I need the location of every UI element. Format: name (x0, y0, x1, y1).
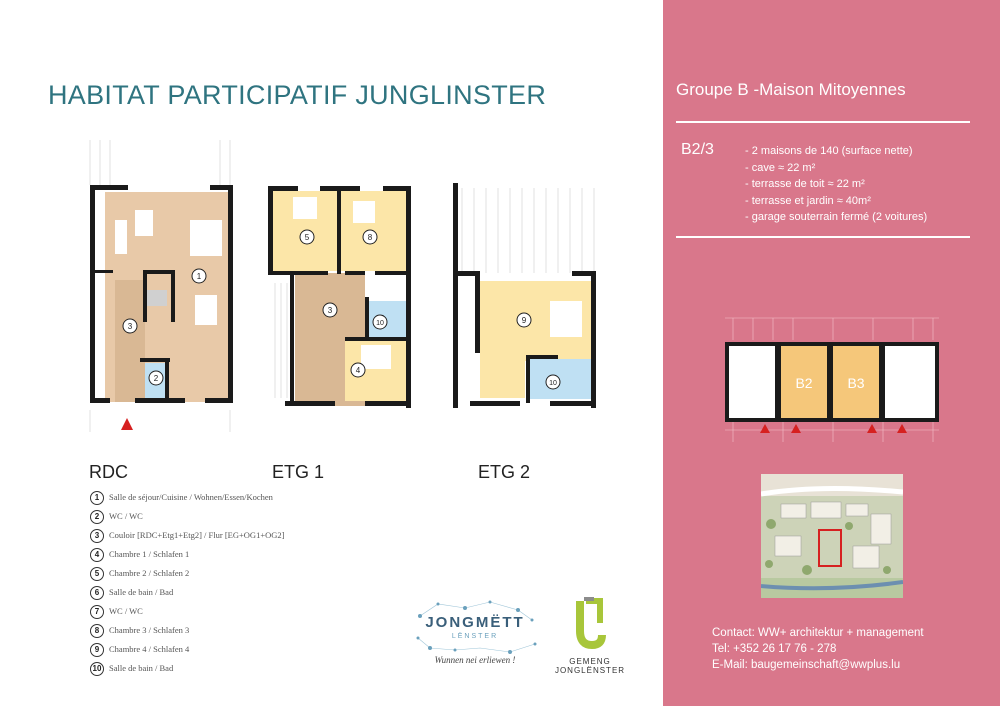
legend-text: Couloir [RDC+Etg1+Etg2] / Flur [EG+OG1+OG2] (109, 530, 285, 540)
legend-number: 6 (90, 586, 104, 600)
spec-item: - garage souterrain fermé (2 voitures) (745, 209, 927, 226)
legend-number: 5 (90, 567, 104, 581)
legend-item (90, 624, 310, 638)
house-code: B2/3 (681, 141, 714, 158)
room-number: 3 (327, 306, 333, 315)
legend-text: Salle de séjour/Cuisine / Wohnen/Essen/Kochen (109, 492, 273, 502)
legend-text: Chambre 1 / Schlafen 1 (109, 549, 190, 559)
legend-text: Salle de bain / Bad (109, 663, 174, 673)
contact-block (712, 625, 924, 673)
legend-text: Chambre 4 / Schlafen 4 (109, 644, 190, 654)
room-number: 4 (355, 366, 361, 375)
room-legend (90, 491, 310, 681)
room-number: 1 (196, 272, 202, 281)
spec-item: - terrasse de toit ≈ 22 m² (745, 176, 927, 193)
floor-plan-rdc (85, 140, 240, 432)
legend-text: Salle de bain / Bad (109, 587, 174, 597)
entrance-marker-icon (760, 424, 770, 433)
room-number: 9 (521, 316, 527, 325)
entrance-marker-icon (121, 418, 133, 430)
unit-label-b3: B3 (847, 375, 865, 391)
contact-phone: Tel: +352 26 17 76 - 278 (712, 643, 837, 655)
legend-item (90, 510, 310, 524)
room-number: 5 (304, 233, 310, 242)
plan-label-rdc: RDC (89, 462, 128, 482)
spec-item: - 2 maisons de 140 (surface nette) (745, 143, 927, 160)
entrance-marker-icon (867, 424, 877, 433)
legend-number: 1 (90, 491, 104, 505)
legend-number: 2 (90, 510, 104, 524)
legend-item (90, 643, 310, 657)
contact-line: Contact: WW+ architektur + management (712, 627, 924, 639)
plan-label-etg1: ETG 1 (272, 462, 325, 482)
gemeng-line1: GEMENG (569, 657, 611, 666)
legend-number: 3 (90, 529, 104, 543)
spec-item: - cave ≈ 22 m² (745, 160, 927, 177)
jongmett-slogan: Wunnen nei erliewen ! (434, 655, 516, 665)
legend-number: 7 (90, 605, 104, 619)
aerial-map-image (761, 474, 903, 598)
legend-item (90, 529, 310, 543)
jongmett-logo (410, 598, 540, 676)
room-number: 10 (376, 320, 384, 327)
legend-text: Chambre 2 / Schlafen 2 (109, 568, 190, 578)
legend-item (90, 567, 310, 581)
gemeng-line2: JONGLËNSTER (554, 666, 626, 675)
legend-text: WC / WC (109, 511, 143, 521)
legend-number: 4 (90, 548, 104, 562)
divider (676, 236, 970, 238)
legend-text: Chambre 3 / Schlafen 3 (109, 625, 190, 635)
jongmett-name: JONGMËTT (425, 614, 525, 631)
floor-plan-etg2 (450, 183, 600, 411)
legend-item (90, 548, 310, 562)
legend-text: WC / WC (109, 606, 143, 616)
unit-label-b2: B2 (795, 375, 813, 391)
divider (676, 121, 970, 123)
jongmett-sub: LËNSTER (451, 633, 499, 640)
legend-item (90, 662, 310, 676)
room-number: 10 (549, 380, 557, 387)
legend-item (90, 605, 310, 619)
legend-number: 8 (90, 624, 104, 638)
entrance-marker-icon (897, 424, 907, 433)
legend-item (90, 586, 310, 600)
gemeng-emblem-icon (550, 595, 630, 655)
aerial-site-map (761, 474, 903, 598)
room-number: 8 (367, 233, 373, 242)
page-title: HABITAT PARTICIPATIF JUNGLINSTER (48, 80, 547, 110)
row-house-site-plan (723, 310, 941, 445)
group-title: Groupe B -Maison Mitoyennes (676, 80, 906, 99)
legend-number: 10 (90, 662, 104, 676)
legend-item (90, 491, 310, 505)
legend-number: 9 (90, 643, 104, 657)
spec-list (745, 143, 927, 226)
floor-plan-etg1 (265, 183, 415, 411)
spec-item: - terrasse et jardin ≈ 40m² (745, 193, 927, 210)
room-number: 2 (153, 374, 159, 383)
room-number: 3 (127, 322, 133, 331)
contact-email[interactable]: E-Mail: baugemeinschaft@wwplus.lu (712, 659, 901, 671)
info-panel (663, 0, 1000, 706)
entrance-marker-icon (791, 424, 801, 433)
plan-label-etg2: ETG 2 (478, 462, 531, 482)
gemeng-junglinster-logo (550, 595, 630, 677)
